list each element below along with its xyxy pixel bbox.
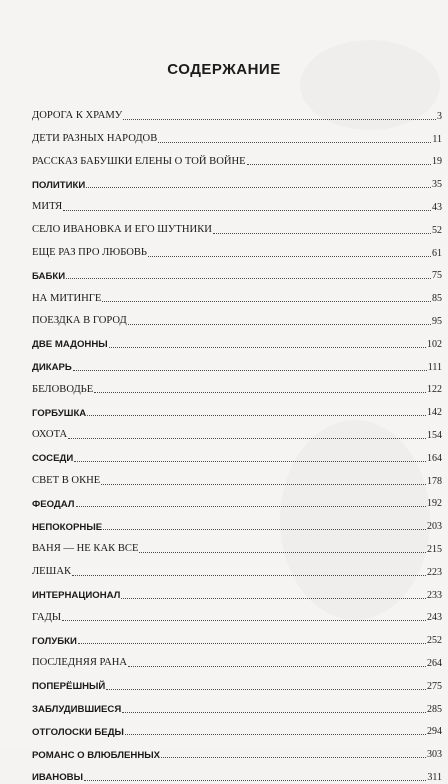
toc-entry: [32, 556, 442, 579]
toc-entry-title: БЕЛОВОДЬЕ: [32, 383, 94, 395]
dot-leader: [103, 529, 426, 530]
toc-entry: [32, 670, 442, 693]
toc-entry-page-number: 102: [427, 338, 442, 350]
toc-entry-page-number: 85: [432, 293, 442, 305]
dot-leader: [78, 643, 426, 644]
dot-leader: [109, 347, 426, 348]
toc-entry: [32, 761, 442, 784]
dot-leader: [101, 484, 426, 485]
toc-entry-title: ГАДЫ: [32, 611, 62, 623]
toc-entry-page-number: 122: [427, 384, 442, 396]
toc-entry-title: СВЕТ В ОКНЕ: [32, 474, 101, 486]
toc-entry-title: ДЕТИ РАЗНЫХ НАРОДОВ: [32, 133, 158, 144]
toc-entry-page-number: 233: [427, 589, 442, 601]
toc-entry: [32, 419, 442, 442]
toc-entry: [32, 396, 442, 419]
dot-leader: [128, 324, 431, 325]
toc-entry-title: ПОПЕРЁШНЫЙ: [32, 681, 106, 693]
table-of-contents: [32, 100, 442, 784]
toc-entry-title: ИВАНОВЫ: [32, 772, 83, 784]
toc-entry-title: НА МИТИНГЕ: [32, 292, 102, 304]
toc-entry: [32, 146, 442, 169]
toc-entry-page-number: 19: [432, 156, 442, 168]
toc-entry-page-number: 252: [427, 635, 442, 647]
toc-entry: [32, 351, 442, 374]
page-title: СОДЕРЖАНИЕ: [167, 61, 281, 78]
dot-leader: [128, 666, 426, 667]
dot-leader: [68, 438, 426, 439]
dot-leader: [84, 780, 426, 781]
toc-entry-page-number: 203: [427, 521, 442, 533]
toc-entry-title: ПОЕЗДКА В ГОРОД: [32, 315, 127, 327]
toc-entry-page-number: 11: [432, 133, 442, 145]
dot-leader: [161, 757, 426, 758]
toc-entry: [32, 716, 442, 739]
toc-entry: [32, 191, 442, 214]
toc-entry: [32, 100, 442, 123]
toc-entry: [32, 602, 442, 625]
dot-leader: [63, 210, 431, 211]
toc-entry: [32, 488, 442, 511]
toc-entry: [32, 282, 442, 305]
toc-entry-title: РОМАНС О ВЛЮБЛЕННЫХ: [32, 749, 161, 761]
toc-entry-page-number: 178: [427, 475, 442, 487]
toc-entry-title: ГОЛУБКИ: [32, 635, 77, 647]
dot-leader: [72, 575, 426, 576]
toc-entry-page-number: 35: [432, 179, 442, 191]
toc-entry-title: СЕЛО ИВАНОВКА И ЕГО ШУТНИКИ: [32, 224, 212, 236]
dot-leader: [62, 620, 426, 621]
dot-leader: [94, 392, 426, 393]
toc-entry: [32, 510, 442, 533]
toc-entry-page-number: 223: [427, 566, 442, 578]
toc-entry: [32, 693, 442, 716]
toc-entry: [32, 305, 442, 328]
dot-leader: [76, 506, 426, 507]
toc-entry-page-number: 52: [432, 224, 442, 236]
toc-entry: [32, 328, 442, 351]
dot-leader: [102, 301, 431, 302]
toc-entry-title: ФЕОДАЛ: [32, 498, 75, 510]
toc-entry: [32, 237, 442, 260]
dot-leader: [247, 164, 431, 165]
toc-entry: [32, 214, 442, 237]
toc-entry-page-number: 95: [432, 315, 442, 327]
dot-leader: [106, 689, 426, 690]
toc-entry-page-number: 311: [427, 771, 442, 783]
toc-entry-title: ПОЛИТИКИ: [32, 179, 86, 191]
toc-entry-title: ЗАБЛУДИВШИЕСЯ: [32, 703, 122, 715]
toc-entry: [32, 465, 442, 488]
toc-entry-title: НЕПОКОРНЫЕ: [32, 521, 103, 533]
dot-leader: [87, 415, 426, 416]
toc-entry-page-number: 154: [427, 429, 442, 441]
dot-leader: [74, 461, 426, 462]
toc-entry: [32, 260, 442, 283]
toc-entry: [32, 579, 442, 602]
dot-leader: [158, 142, 431, 143]
dot-leader: [139, 552, 426, 553]
toc-entry-page-number: 264: [427, 657, 442, 669]
toc-entry-page-number: 61: [432, 247, 442, 259]
toc-entry-title: ОТГОЛОСКИ БЕДЫ: [32, 726, 124, 738]
toc-entry-page-number: 285: [427, 703, 442, 715]
dot-leader: [123, 119, 436, 120]
toc-entry-title: ОХОТА: [32, 429, 68, 441]
toc-entry-title: ИНТЕРНАЦИОНАЛ: [32, 589, 121, 601]
dot-leader: [66, 278, 431, 279]
toc-entry-page-number: 111: [427, 361, 442, 373]
toc-entry-page-number: 142: [427, 407, 442, 419]
toc-entry-page-number: 3: [437, 110, 442, 122]
toc-entry-title: ДОРОГА К ХРАМУ: [32, 110, 123, 122]
toc-entry-title: МИТЯ: [32, 201, 63, 213]
toc-entry-title: ПОСЛЕДНЯЯ РАНА: [32, 657, 128, 669]
dot-leader: [86, 187, 431, 188]
dot-leader: [73, 370, 427, 371]
toc-entry-title: ЕЩЕ РАЗ ПРО ЛЮБОВЬ: [32, 246, 148, 258]
toc-entry: [32, 533, 442, 556]
dot-leader: [122, 712, 426, 713]
dot-leader: [148, 256, 431, 257]
toc-entry-title: ЛЕШАК: [32, 566, 72, 578]
toc-entry-page-number: 164: [427, 452, 442, 464]
dot-leader: [121, 598, 426, 599]
toc-entry-page-number: 75: [432, 270, 442, 282]
toc-entry-title: ДИКАРЬ: [32, 361, 72, 373]
toc-entry-title: ГОРБУШКА: [32, 407, 87, 419]
dot-leader: [213, 233, 431, 234]
toc-entry: [32, 168, 442, 191]
toc-entry-title: ВАНЯ — НЕ КАК ВСЕ: [32, 543, 139, 555]
toc-entry: [32, 442, 442, 465]
toc-entry-title: СОСЕДИ: [32, 453, 74, 465]
toc-entry-title: РАССКАЗ БАБУШКИ ЕЛЕНЫ О ТОЙ ВОЙНЕ: [32, 155, 246, 167]
toc-entry: [32, 123, 442, 146]
toc-entry-page-number: 192: [427, 498, 442, 510]
toc-entry-page-number: 43: [432, 201, 442, 213]
toc-entry-title: ДВЕ МАДОННЫ: [32, 339, 108, 351]
toc-entry: [32, 647, 442, 670]
toc-entry: [32, 624, 442, 647]
toc-entry-page-number: 275: [427, 680, 442, 692]
toc-entry-page-number: 243: [427, 612, 442, 624]
toc-entry-page-number: 303: [427, 749, 442, 761]
toc-entry-title: БАБКИ: [32, 270, 66, 282]
dot-leader: [125, 734, 426, 735]
toc-entry-page-number: 294: [427, 726, 442, 738]
toc-entry-page-number: 215: [427, 543, 442, 555]
toc-entry: [32, 374, 442, 397]
